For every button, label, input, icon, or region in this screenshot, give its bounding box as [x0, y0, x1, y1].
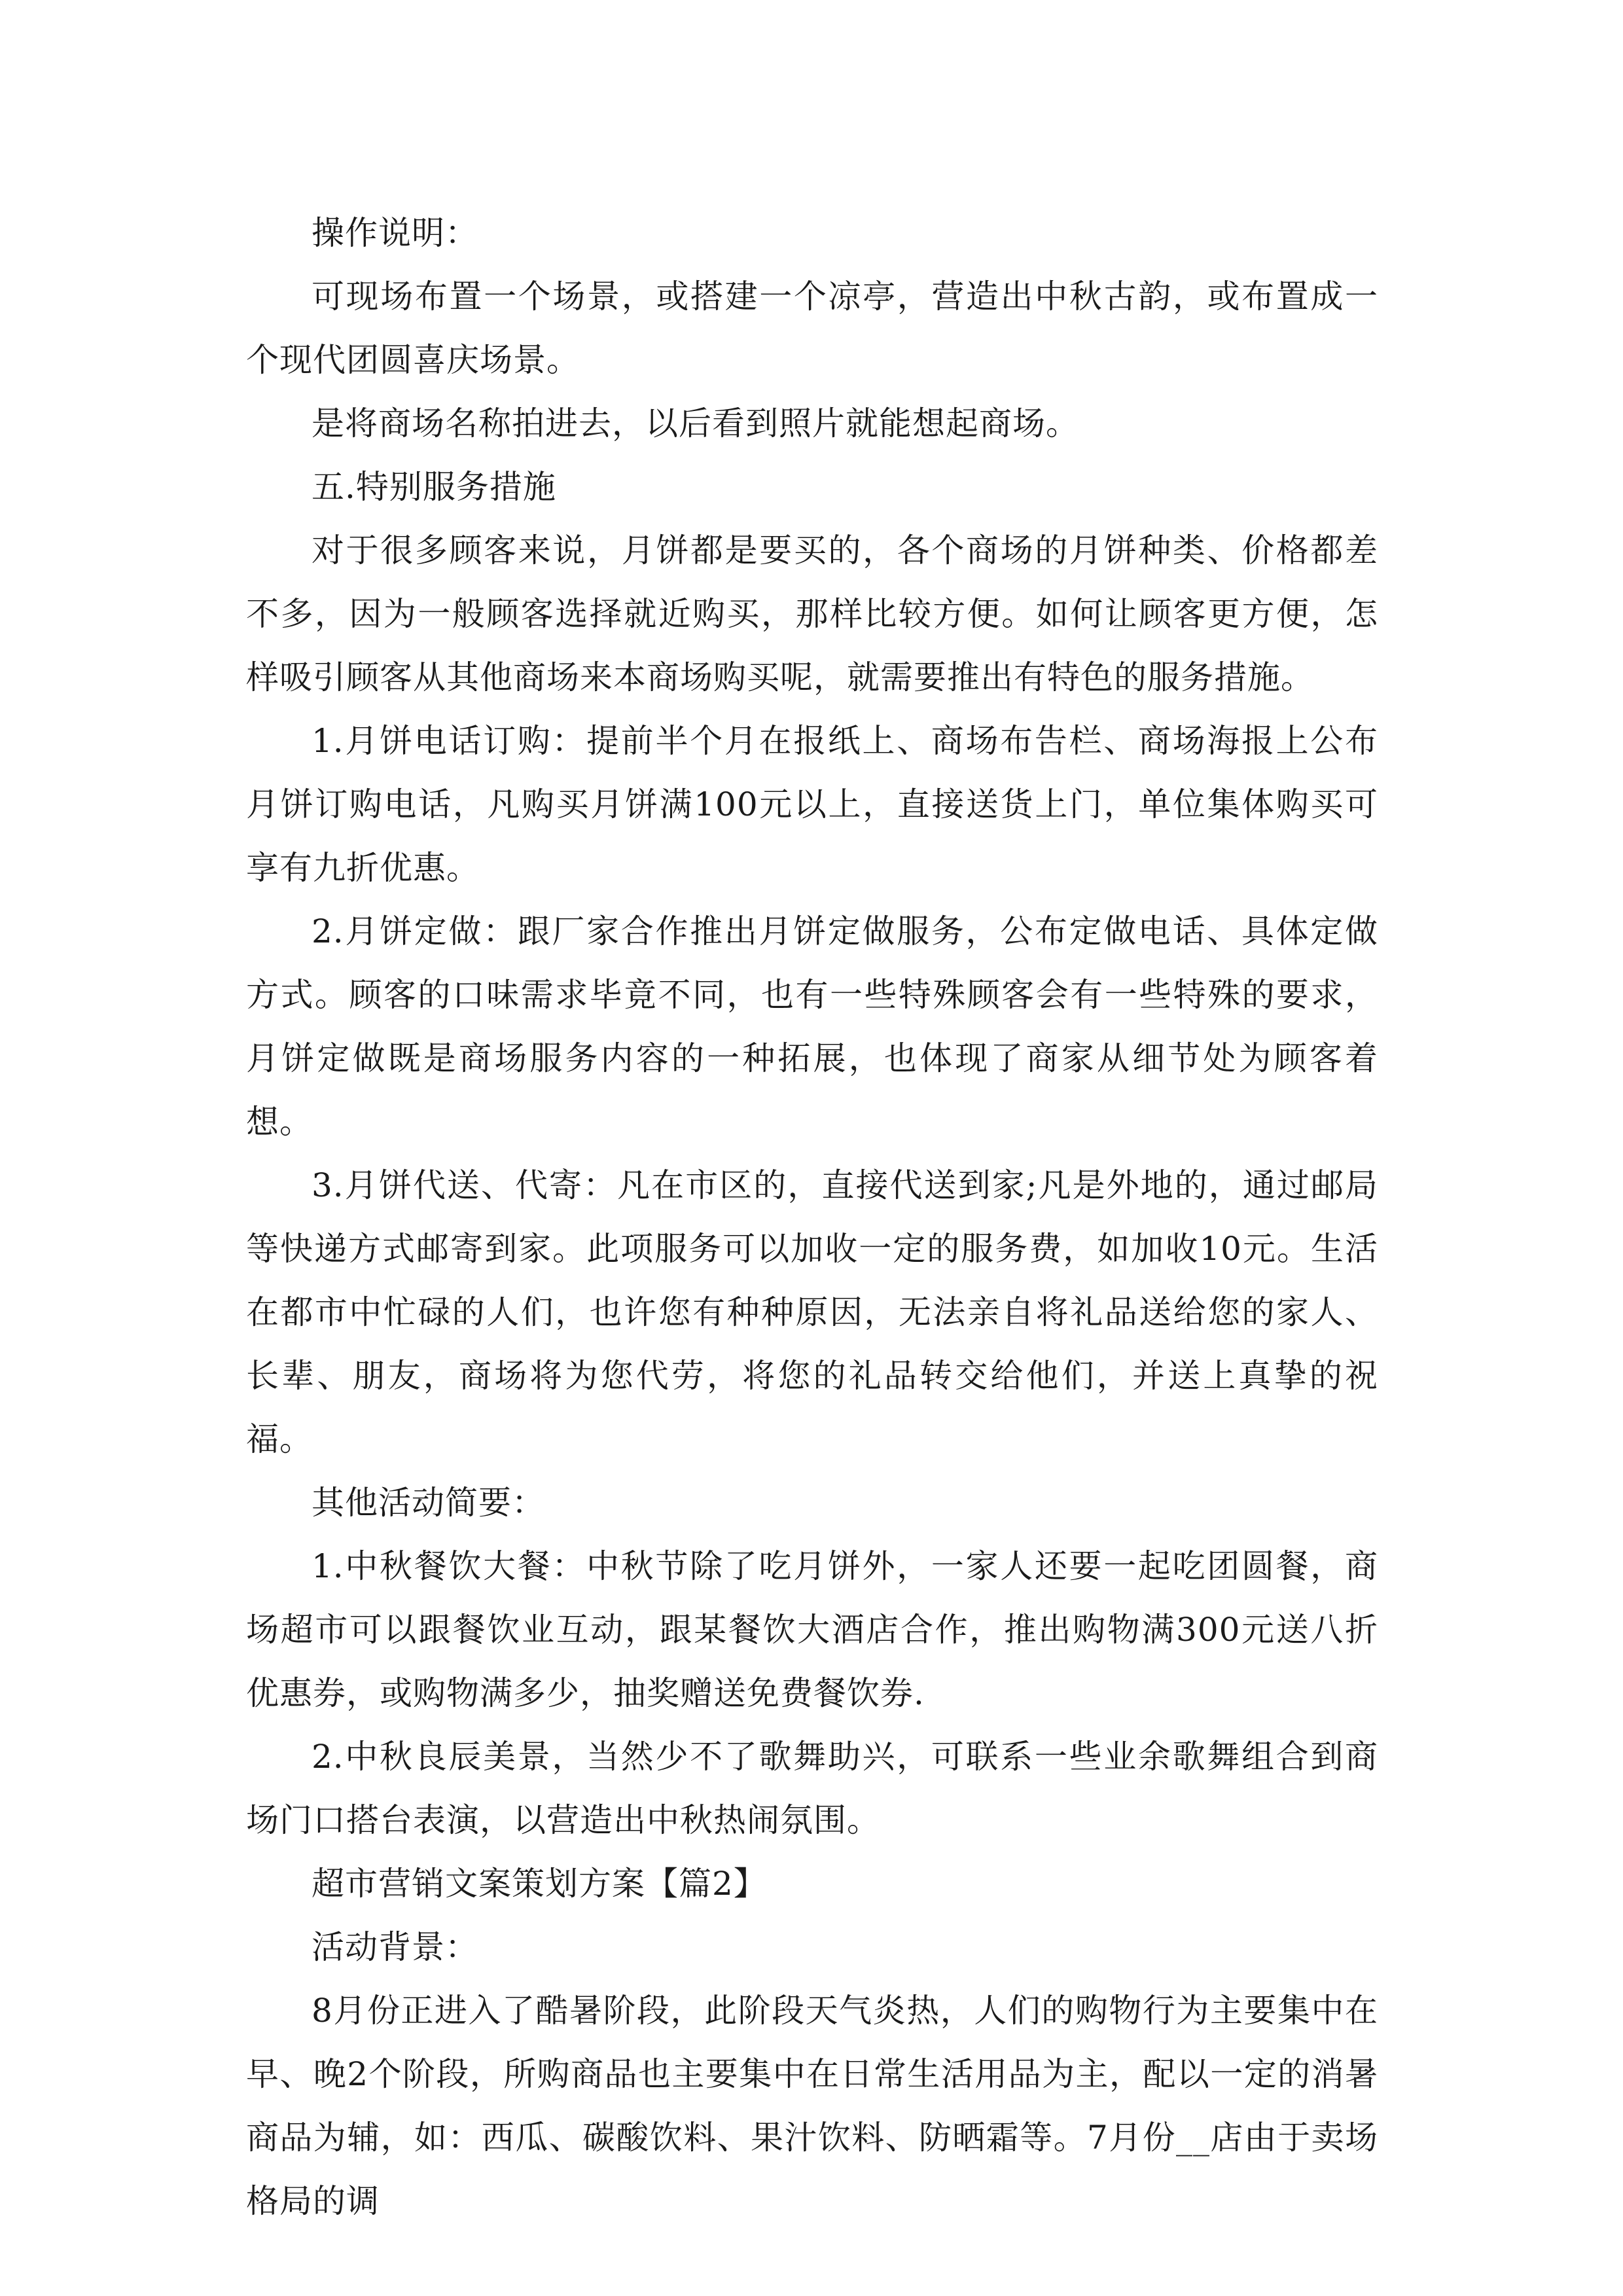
- list-item-custom-order: 2.月饼定做：跟厂家合作推出月饼定做服务，公布定做电话、具体定做方式。顾客的口味需求毕竟不同，也有一些特殊顾客会有一些特殊的要求，月饼定做既是商场服务内容的一种拓展，也体现了商家从细节处为顾客着想。: [246, 912, 1378, 1141]
- list-item-performance: 2.中秋良辰美景，当然少不了歌舞助兴，可联系一些业余歌舞组合到商场门口搭台表演，以营造出中秋热闹氛围。: [246, 1738, 1378, 1839]
- paragraph-services-intro: 对于很多顾客来说，月饼都是要买的，各个商场的月饼种类、价格都差不多，因为一般顾客选择就近购买，那样比较方便。如何让顾客更方便，怎样吸引顾客从其他商场来本商场购买呢，就需要推出有特色的服务措施。: [246, 531, 1378, 696]
- paragraph-operation-heading: 操作说明：: [312, 214, 478, 252]
- list-item-dining: 1.中秋餐饮大餐：中秋节除了吃月饼外，一家人还要一起吃团圆餐，商场超市可以跟餐饮业互动，跟某餐饮大酒店合作，推出购物满300元送八折优惠券，或购物满多少，抽奖赠送免费餐饮券.: [246, 1547, 1378, 1712]
- paragraph-background-text: 8月份正进入了酷暑阶段，此阶段天气炎热，人们的购物行为主要集中在早、晚2个阶段，所购商品也主要集中在日常生活用品为主，配以一定的消暑商品为辅，如：西瓜、碳酸饮料、果汁饮料、防晒霜等。7月份__店由于卖场格局的调: [246, 1992, 1378, 2220]
- paragraph-photo-note: 是将商场名称拍进去，以后看到照片就能想起商场。: [312, 404, 1079, 442]
- section-heading-background: 活动背景：: [312, 1928, 478, 1966]
- section-heading-other-activities: 其他活动简要：: [312, 1484, 545, 1522]
- section-heading-special-services: 五.特别服务措施: [312, 468, 556, 506]
- list-item-delivery: 3.月饼代送、代寄：凡在市区的，直接代送到家;凡是外地的，通过邮局等快递方式邮寄到家。此项服务可以加收一定的服务费，如加收10元。生活在都市中忙碌的人们，也许您有种种原因，无法亲自将礼品送给您的家人、长辈、朋友，商场将为您代劳，将您的礼品转交给他们，并送上真挚的祝福。: [246, 1166, 1378, 1458]
- list-item-phone-order: 1.月饼电话订购：提前半个月在报纸上、商场布告栏、商场海报上公布月饼订购电话，凡购买月饼满100元以上，直接送货上门，单位集体购买可享有九折优惠。: [246, 722, 1378, 887]
- paragraph-scene-setup: 可现场布置一个场景，或搭建一个凉亭，营造出中秋古韵，或布置成一个现代团圆喜庆场景。: [246, 278, 1378, 379]
- section-title-part-2: 超市营销文案策划方案【篇2】: [312, 1865, 767, 1903]
- document-body: [246, 202, 1378, 2233]
